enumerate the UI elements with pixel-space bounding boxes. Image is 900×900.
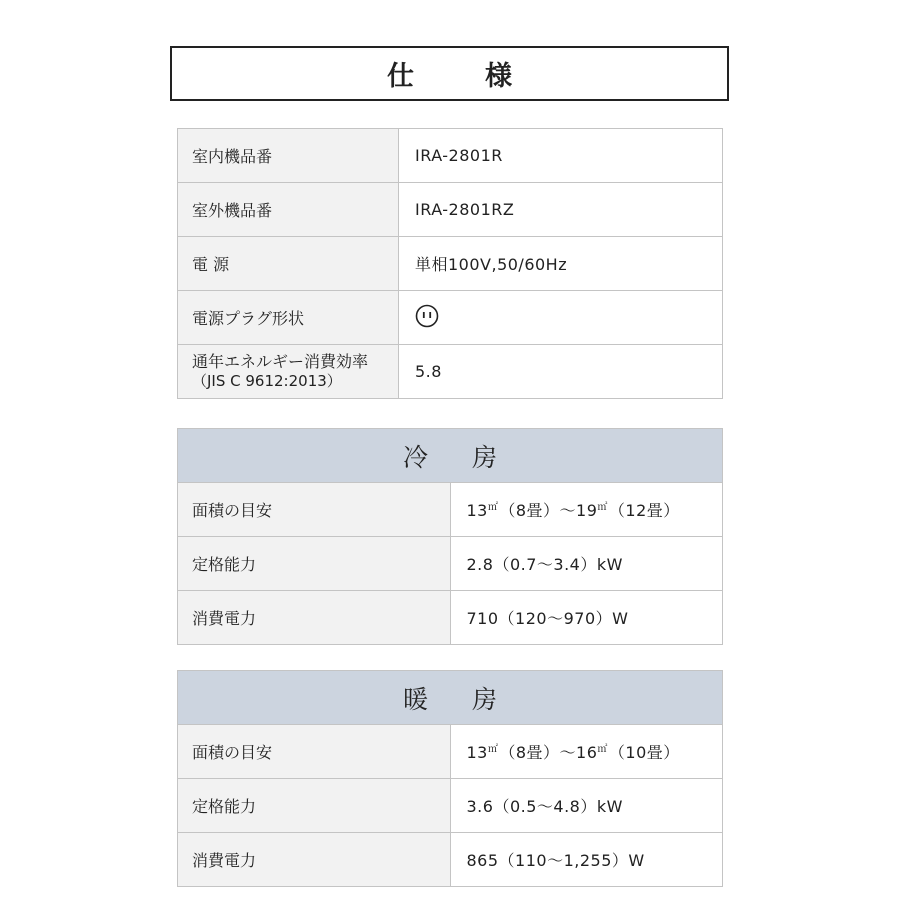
cooling-power-value: 710（120～970）W	[450, 591, 723, 645]
heating-heading: 暖 房	[178, 671, 723, 725]
energy-efficiency-label-sub: （JIS C 9612:2013）	[192, 372, 342, 390]
indoor-model-label: 室内機品番	[178, 129, 399, 183]
heating-capacity-label: 定格能力	[178, 779, 451, 833]
square-meter-unit: ㎡	[487, 744, 499, 755]
plug-shape-value	[399, 291, 723, 345]
indoor-model-value: IRA-2801R	[399, 129, 723, 183]
energy-efficiency-value: 5.8	[399, 345, 723, 399]
cooling-area-value	[450, 483, 723, 537]
basic-spec-table	[177, 128, 723, 399]
table-row	[178, 833, 723, 887]
outdoor-model-label: 室外機品番	[178, 183, 399, 237]
plug-outlet-icon	[415, 304, 439, 332]
cooling-area-min: 13	[466, 501, 488, 520]
cooling-heading: 冷 房	[178, 429, 723, 483]
square-meter-unit: ㎡	[597, 502, 608, 513]
table-row	[178, 671, 723, 725]
spec-title: 仕 様	[170, 46, 729, 101]
table-row	[178, 591, 723, 645]
table-row	[178, 779, 723, 833]
table-row	[178, 237, 723, 291]
cooling-capacity-label: 定格能力	[178, 537, 451, 591]
heating-area-min: 13	[466, 743, 488, 762]
heating-power-value: 865（110～1,255）W	[450, 833, 723, 887]
cooling-area-range: （8畳）～19	[499, 501, 598, 520]
square-meter-unit: ㎡	[597, 744, 608, 755]
heating-area-range: （8畳）～16	[499, 743, 598, 762]
table-row	[178, 345, 723, 399]
cooling-power-label: 消費電力	[178, 591, 451, 645]
table-row	[178, 183, 723, 237]
heating-area-value	[450, 725, 723, 779]
energy-efficiency-label-main: 通年エネルギー消費効率	[192, 352, 369, 371]
outdoor-model-value: IRA-2801RZ	[399, 183, 723, 237]
heating-spec-table	[177, 670, 723, 887]
heating-power-label: 消費電力	[178, 833, 451, 887]
cooling-area-tatami: （12畳）	[608, 501, 680, 520]
heating-area-label: 面積の目安	[178, 725, 451, 779]
table-row	[178, 725, 723, 779]
heating-capacity-value: 3.6（0.5～4.8）kW	[450, 779, 723, 833]
table-row	[178, 429, 723, 483]
plug-shape-label: 電源プラグ形状	[178, 291, 399, 345]
energy-efficiency-label	[178, 345, 399, 399]
table-row	[178, 291, 723, 345]
cooling-capacity-value: 2.8（0.7～3.4）kW	[450, 537, 723, 591]
table-row	[178, 537, 723, 591]
power-source-label: 電 源	[178, 237, 399, 291]
cooling-spec-table	[177, 428, 723, 645]
cooling-area-label: 面積の目安	[178, 483, 451, 537]
square-meter-unit: ㎡	[487, 502, 499, 513]
heating-area-tatami: （10畳）	[608, 743, 680, 762]
table-row	[178, 129, 723, 183]
table-row	[178, 483, 723, 537]
power-source-value: 単相100V,50/60Hz	[399, 237, 723, 291]
